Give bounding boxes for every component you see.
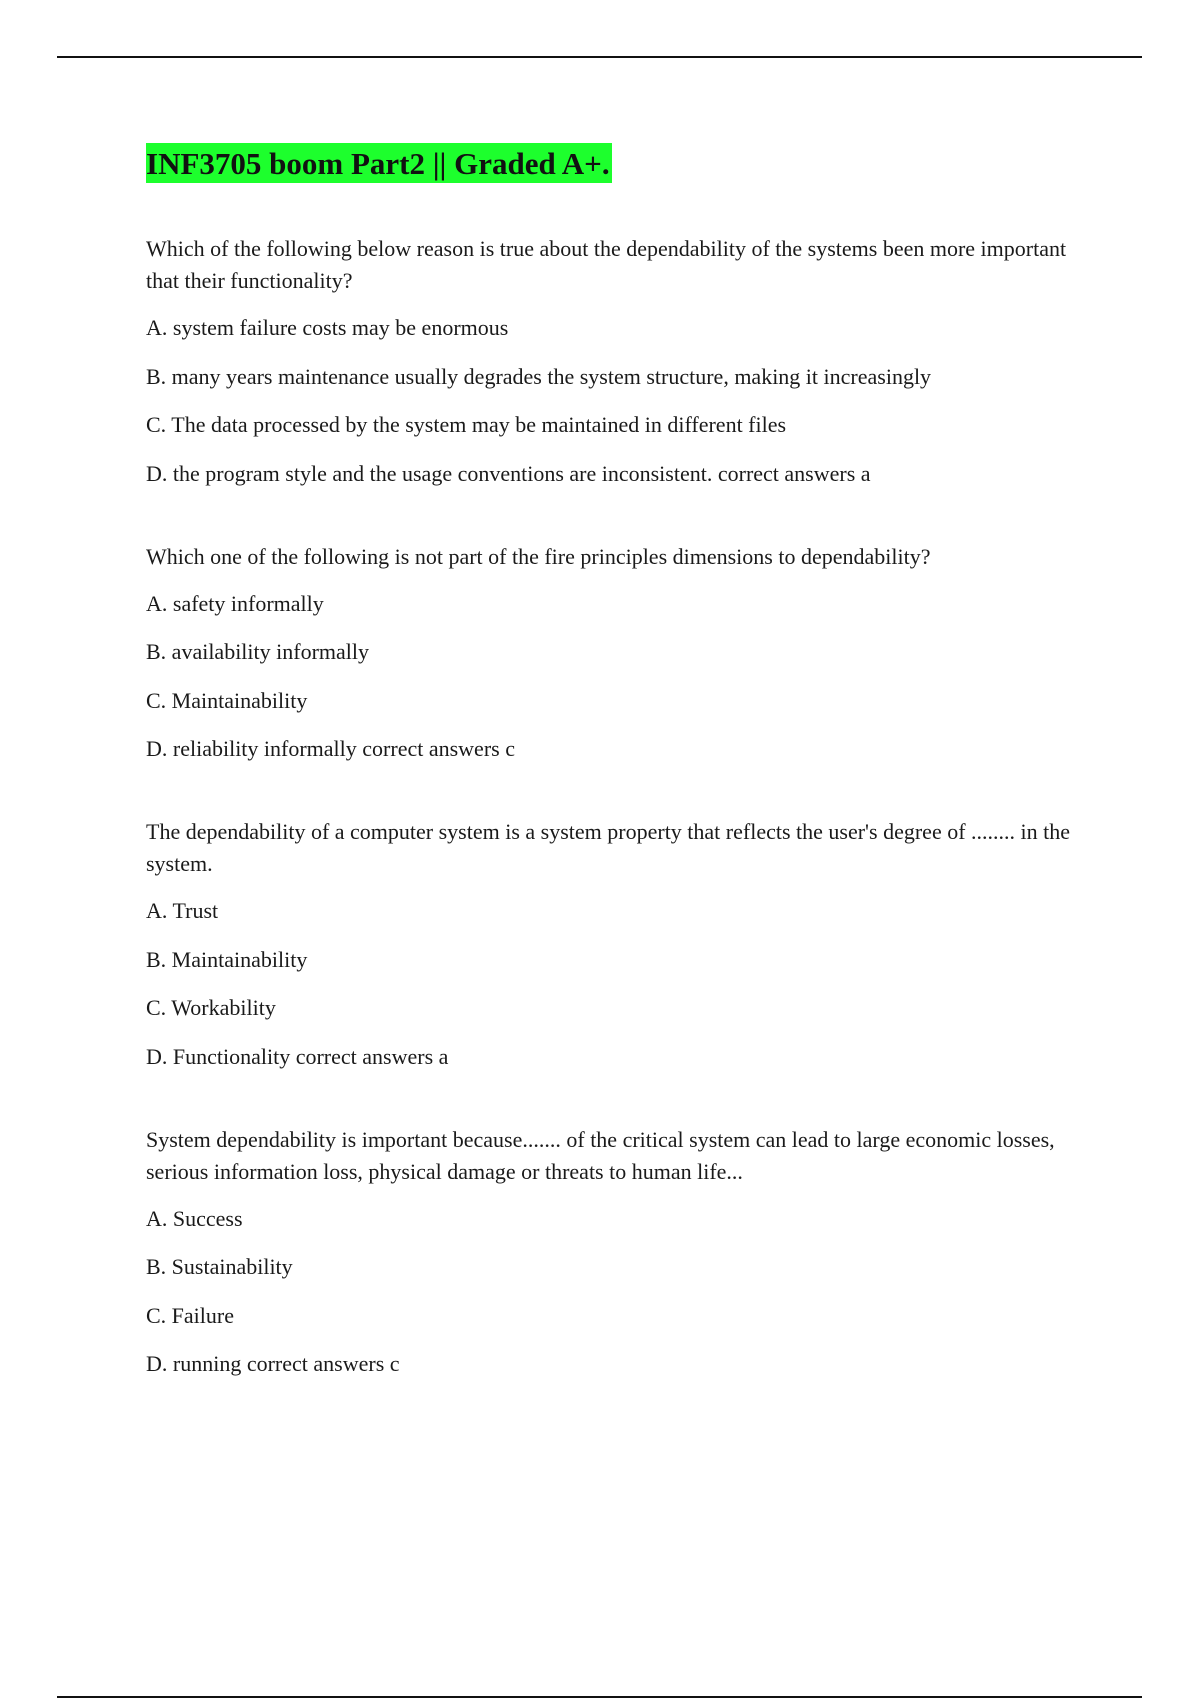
question-block — [146, 1124, 1086, 1381]
answer-option: B. Sustainability — [146, 1254, 293, 1279]
question-text: Which of the following below reason is true about the dependability of the systems been more important that their functionality? — [146, 236, 1067, 293]
answer-option: D. Functionality correct answers a — [146, 1043, 449, 1069]
footer-rule — [57, 1696, 1142, 1698]
question-text: The dependability of a computer system is a system property that reflects the user's degree of ........ in the system. — [146, 819, 1071, 876]
answer-option: D. reliability informally correct answers c — [146, 736, 515, 761]
answer-option: A. system failure costs may be enormous — [146, 315, 509, 340]
answer-option: A. Success — [146, 1205, 243, 1231]
answer-option: A. safety informally — [146, 590, 324, 616]
answer-option: C. Failure — [146, 1302, 234, 1328]
question-text: System dependability is important because....... of the critical system can lead to large economic losses, serious information loss, physical damage or threats to human life... — [146, 1126, 1055, 1184]
document-body — [146, 143, 1086, 1431]
answer-option: B. Maintainability — [146, 946, 308, 972]
answer-option: B. availability informally — [146, 639, 370, 664]
question-block — [146, 816, 1086, 1073]
document-title: INF3705 boom Part2 || Graded A+. — [146, 143, 612, 183]
answer-option: C. The data processed by the system may be maintained in different files — [146, 412, 787, 437]
question-block — [146, 233, 1086, 490]
answer-option: D. the program style and the usage conventions are inconsistent. correct answers a — [146, 460, 871, 486]
header-rule — [57, 56, 1142, 58]
answer-option: B. many years maintenance usually degrades the system structure, making it increasingly — [146, 363, 932, 389]
answer-option: A. Trust — [146, 898, 219, 923]
answer-option: C. Workability — [146, 995, 276, 1020]
question-text: Which one of the following is not part of the fire principles dimensions to dependability? — [146, 543, 931, 569]
question-block — [146, 541, 1086, 766]
answer-option: D. running correct answers c — [146, 1351, 400, 1376]
answer-option: C. Maintainability — [146, 687, 308, 713]
question-list — [146, 233, 1086, 1380]
